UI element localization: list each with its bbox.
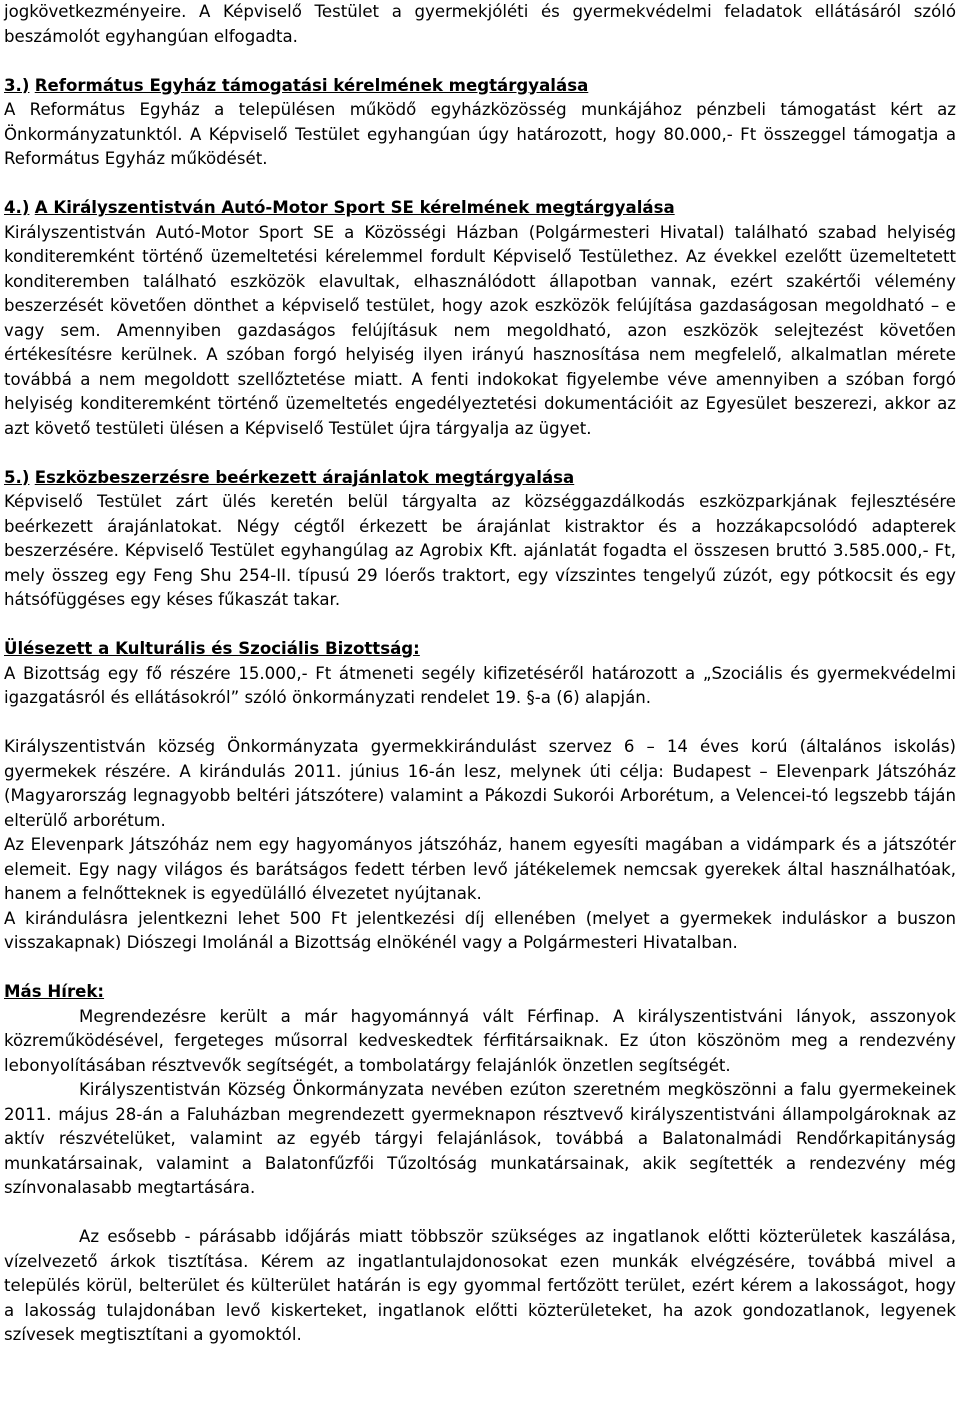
section-3 [4, 74, 956, 172]
news-paragraph-1: Megrendezésre került a már hagyománnyá vált Férfinap. A királyszentistváni lányok, asszonyok közreműködésével, fergeteges műsorral kedveskedtek férfitársaiknak. Ez úton köszönöm meg a rendezvény lebonyolításában résztvevők segítségét, a tombolatárgy felajánlók önzetlen segítségét. [4, 1006, 956, 1075]
committee-heading [4, 637, 956, 662]
news-paragraph-3: Az esősebb - párásabb időjárás miatt többször szükséges az ingatlanok előtti közterületek kaszálása, vízelvezető árkok tisztítása. Kérem az ingatlantulajdonosokat ezen munkák elvégzésére, továbbá mivel a település körül, belterület és külterület határán is egy gyommal fertőzött terület, ezért kérem a lakosságot, hogy a lakosság tulajdonában levő kiskerteket, ingatlanok előtti közterületeket, ha azok gondozatlanok, legyenek szívesek megtisztítani a gyomoktól. [4, 1227, 956, 1344]
section-4-number: 4.) [4, 198, 30, 217]
spacer [4, 613, 956, 638]
spacer [4, 711, 956, 736]
section-4 [4, 196, 956, 441]
committee-paragraph-1: A Bizottság egy fő részére 15.000,- Ft átmeneti segély kifizetéséről határozott a „Szociális és gyermekvédelmi igazgatásról és ellátásokról” szóló önkormányzati rendelet 19. §-a (6) alapján. [4, 663, 956, 707]
section-4-heading [4, 196, 956, 221]
section-5 [4, 466, 956, 613]
news-heading [4, 980, 956, 1005]
section-3-heading [4, 74, 956, 99]
section-5-number: 5.) [4, 467, 30, 487]
section-3-number: 3.) [4, 75, 30, 95]
news-section [4, 980, 956, 1348]
section-5-heading [4, 466, 956, 491]
committee-title: Ülésezett a Kulturális és Szociális Bizottság: [4, 639, 420, 658]
spacer [4, 956, 956, 981]
section-5-title: Eszközbeszerzésre beérkezett árajánlatok megtárgyalása [34, 467, 575, 487]
section-4-title: A Királyszentistván Autó-Motor Sport SE kérelmének megtárgyalása [34, 198, 675, 217]
section-4-body: Királyszentistván Autó-Motor Sport SE a Közösségi Házban (Polgármesteri Hivatal) található szabad helyiség konditeremként történő üzemeltetési kérelemmel fordult Képviselő Testülethez. Az évekkel ezelőtt üzemeltetett konditeremben található eszközök elavultak, elhasználódott állapotban vannak, ezért szakértői vélemény beszerzését követően dönthet a képviselő testület, hogy azok eszközök felújítása gazdaságosan megoldható – e vagy sem. Amennyiben gazdaságos felújításuk nem megoldható, azon eszközök selejtezést követően értékesítésre kerülnek. A szóban forgó helyiség ilyen irányú hasznosítása nem megfelelő, alkalmatlan mérete továbbá a nem megoldott szellőztetése miatt. A fenti indokokat figyelembe véve amennyiben a szóban forgó helyiség konditeremként történő üzemeltetés engedélyeztetési dokumentációit az Egyesület beszerezi, akkor az azt követő testületi ülésen a Képviselő Testület újra tárgyalja az ügyet. [4, 222, 956, 438]
spacer [4, 1201, 956, 1226]
intro-paragraph: jogkövetkezményeire. A Képviselő Testület a gyermekjóléti és gyermekvédelmi feladatok ellátásáról szóló beszámolót egyhangúan elfogadta. [4, 2, 956, 46]
section-3-body: A Református Egyház a településen működő egyházközösség munkájához pénzbeli támogatást kért az Önkormányzatunktól. A Képviselő Testület egyhangúan úgy határozott, hogy 80.000,- Ft összeggel támogatja a Református Egyház működését. [4, 100, 956, 168]
news-title: Más Hírek: [4, 982, 105, 1001]
spacer [4, 441, 956, 466]
committee-paragraph-3: Az Elevenpark Játszóház nem egy hagyományos játszóház, hanem egyesíti magában a vidámpark és a játszótér elemeit. Egy nagy világos és barátságos fedett térben levő játékelemek nemcsak gyerekek által használhatóak, hanem a felnőtteknek is egyedülálló élvezetet nyújtanak. [4, 835, 956, 903]
spacer [4, 172, 956, 197]
section-5-body: Képviselő Testület zárt ülés keretén belül tárgyalta az községgazdálkodás eszközparkjának fejlesztésére beérkezett árajánlatokat. Négy cégtől érkezett be árajánlat kistraktor és a hozzákapcsolódó adapterek beszerzésére. Képviselő Testület egyhangúlag az Agrobix Kft. ajánlatát fogadta el összesen bruttó 3.585.000,- Ft, mely összeg egy Feng Shu 254-II. típusú 29 lóerős traktort, egy vízszintes tengelyű zúzót, egy pótkocsit és egy hátsófüggéses egy késes fűkaszát takar. [4, 492, 956, 609]
committee-section [4, 637, 956, 956]
committee-paragraph-4: A kirándulásra jelentkezni lehet 500 Ft jelentkezési díj ellenében (melyet a gyermekek induláskor a buszon visszakapnak) Diószegi Imolánál a Bizottság elnökénél vagy a Polgármesteri Hivatalban. [4, 908, 956, 952]
committee-paragraph-2: Királyszentistván község Önkormányzata gyermekkirándulást szervez 6 – 14 éves korú (általános iskolás) gyermekek részére. A kirándulás 2011. június 16-án lesz, melynek úti célja: Budapest – Elevenpark Játszóház (Magyarország legnagyobb beltéri játszótere) valamint a Pákozdi Sukorói Arborétum, a Velencei-tó legszebb táján elterülő arborétum. [4, 737, 956, 830]
section-3-title: Református Egyház támogatási kérelmének megtárgyalása [34, 75, 589, 95]
spacer [4, 49, 956, 74]
news-paragraph-2: Királyszentistván Község Önkormányzata nevében ezúton szeretném megköszönni a falu gyermekeinek 2011. május 28-án a Faluházban megrendezett gyermeknapon résztvevő királyszentistváni állampolgároknak az aktív részvételüket, valamint az egyéb tárgyi felajánlások, továbbá a Balatonalmádi Rendőrkapitányság munkatársainak, valamint a Balatonfűzfői Tűzoltóság munkatársainak, akik segítették a rendezvény még színvonalasabb megtartására. [4, 1080, 956, 1197]
